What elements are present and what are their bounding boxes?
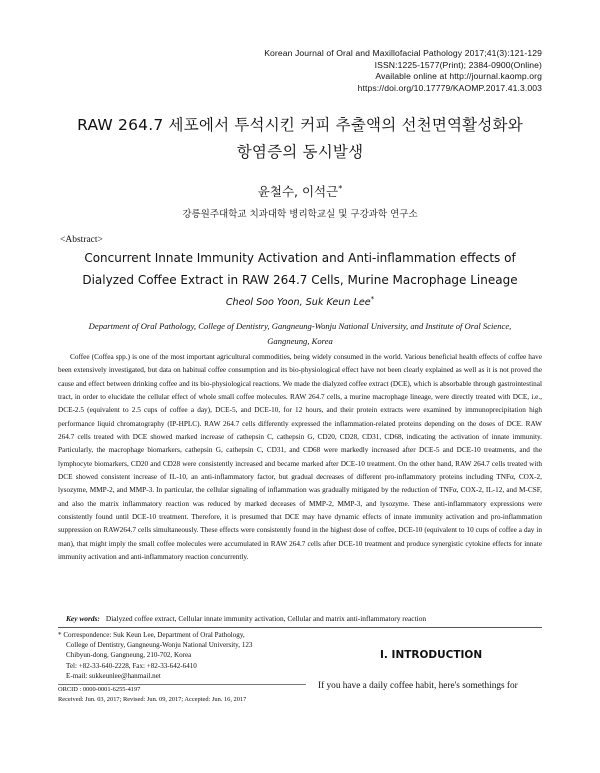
- correspondence-footnote: [58, 630, 306, 704]
- korean-affiliation: 강릉원주대학교 치과대학 병리학교실 및 구강과학 연구소: [182, 209, 418, 220]
- intro-first-line: If you have a daily coffee habit, here's somethings for: [318, 681, 518, 691]
- english-title-line: Dialyzed Coffee Extract in RAW 264.7 Cells, Murine Macrophage Lineage: [82, 273, 518, 287]
- issn-line: ISSN:1225-1577(Print); 2384-0900(Online): [374, 59, 542, 70]
- english-affiliation-line: Department of Oral Pathology, College of Dentistry, Gangneung-Wonju National University, and Institute of Oral Science,: [88, 321, 512, 331]
- korean-author-names: 윤철수, 이석근: [257, 184, 339, 199]
- english-title: [60, 247, 540, 291]
- keywords-label: Key words:: [66, 614, 100, 623]
- email-link[interactable]: E-mail: sukkeunlee@hanmail.net: [66, 671, 161, 680]
- journal-citation: Korean Journal of Oral and Maxillofacial Pathology 2017;41(3):121-129: [264, 48, 542, 58]
- availability-line: Available online at http://journal.kaomp.org: [375, 71, 542, 82]
- english-affiliation: [58, 319, 542, 349]
- english-title-line: Concurrent Innate Immunity Activation and Anti-inflammation effects of: [84, 251, 516, 265]
- keywords: [66, 614, 542, 623]
- keywords-divider: [58, 627, 542, 628]
- section-heading: Ⅰ. INTRODUCTION: [380, 649, 483, 661]
- footnote-line: Tel: +82-33-640-2228, Fax: +82-33-642-6410: [66, 661, 197, 670]
- english-author-names: Cheol Soo Yoon, Suk Keun Lee: [225, 297, 371, 309]
- orcid-line: ORCID : 0000-0001-6255-4197: [58, 686, 141, 694]
- keywords-text: Dialyzed coffee extract, Cellular innate immunity activation, Cellular and matrix anti-inflammatory reaction: [105, 614, 427, 623]
- correspondence-block: [58, 630, 306, 685]
- korean-title-line: RAW 264.7 세포에서 투석시킨 커피 추출액의 선천면역활성화와: [77, 116, 523, 134]
- footnote-line: * Correspondence: Suk Keun Lee, Department of Oral Pathology,: [58, 631, 245, 639]
- korean-title: [60, 112, 540, 166]
- corresponding-mark: *: [370, 295, 375, 303]
- footnote-line: College of Dentistry, Gangneung-Wonju National University, 123: [66, 641, 253, 650]
- doi-link[interactable]: https://doi.org/10.17779/KAOMP.2017.41.3.003: [357, 82, 542, 93]
- abstract-label: <Abstract>: [60, 235, 103, 245]
- received-dates: Received: Jun. 03, 2017; Revised: Jun. 09, 2017; Accepted: Jun. 16, 2017: [58, 695, 247, 703]
- corresponding-mark: *: [338, 183, 343, 193]
- abstract-body: Coffee (Coffea spp.) is one of the most important agricultural commodities, being widely consumed in the world. Various beneficial health effects of coffee have been extensively investigated, but data on habitual coffee consumption and its bio-physiological effect have not been clearly explained as well as it is not proved the cause and effect between drinking coffee and its bio-physiological reactions. We made the dialyzed coffee extract (DCE), which is absorbable through gastrointestinal tract, in order to elucidate the cellular effect of whole small coffee molecules. RAW 264.7 cells, a murine macrophage lineage, were directly treated with DCE, i.e., DCE-2.5 (equivalent to 2.5 cups of coffee a day), DCE-5, and DCE-10, for 12 hours, and their protein extracts were examined by immunoprecipitation high performance liquid chromatography (IP-HPLC). RAW 264.7 cells differently expressed the inflammation-related proteins depending on the doses of DCE. RAW 264.7 cells treated with DCE showed marked increase of cathepsin C, cathepsin G, CD20, CD28, CD31, CD68, indicating the activation of innate immunity. Particularly, the macrophage biomarkers, cathepsin G, cathepsin C, CD31, and CD68 were markedly increased after DCE-5 and DCE-10 treatments, and the lymphocyte biomarkers, CD20 and CD28 were consistently increased and became marked after DCE-10 treatment. On the other hand, RAW 264.7 cells treated with DCE showed consistent increase of IL-10, an anti-inflammatory factor, but gradual decreases of different pro-inflammatory proteins including TNFα, COX-2, lysozyme, MMP-2, and MMP-3. In particular, the cellular signaling of inflammation was gradually mitigated by the reduction of TNFα, COX-2, IL-12, and M-CSF, and also the matrix inflammatory reaction was reduced by marked deceases of MMP-2, MMP-3, and lysozyme. These anti-inflammatory expressions were consistently found until DCE-10 treatment. Therefore, it is presumed that DCE may have dynamic effects of innate immunity activation and pro-inflammation suppression on RAW264.7 cells simultaneously. These effects were consistently found in the highest dose of coffee, DCE-10 (equivalent to 10 cups of coffee a day in man), that might imply the small coffee molecules were accumulated in RAW 264.7 cells after DCE-10 treatment and produce synergistic cytokine effects for innate immunity activation and anti-inflammatory reaction concurrently.: [58, 353, 542, 562]
- korean-authors: [100, 182, 500, 200]
- english-affiliation-line: Gangneung, Korea: [267, 336, 333, 346]
- korean-title-line: 항염증의 동시발생: [236, 143, 364, 161]
- english-authors: [100, 295, 500, 308]
- journal-header: [222, 48, 542, 94]
- footnote-line: Chibyun-dong, Gangneung, 210-702, Korea: [66, 651, 192, 660]
